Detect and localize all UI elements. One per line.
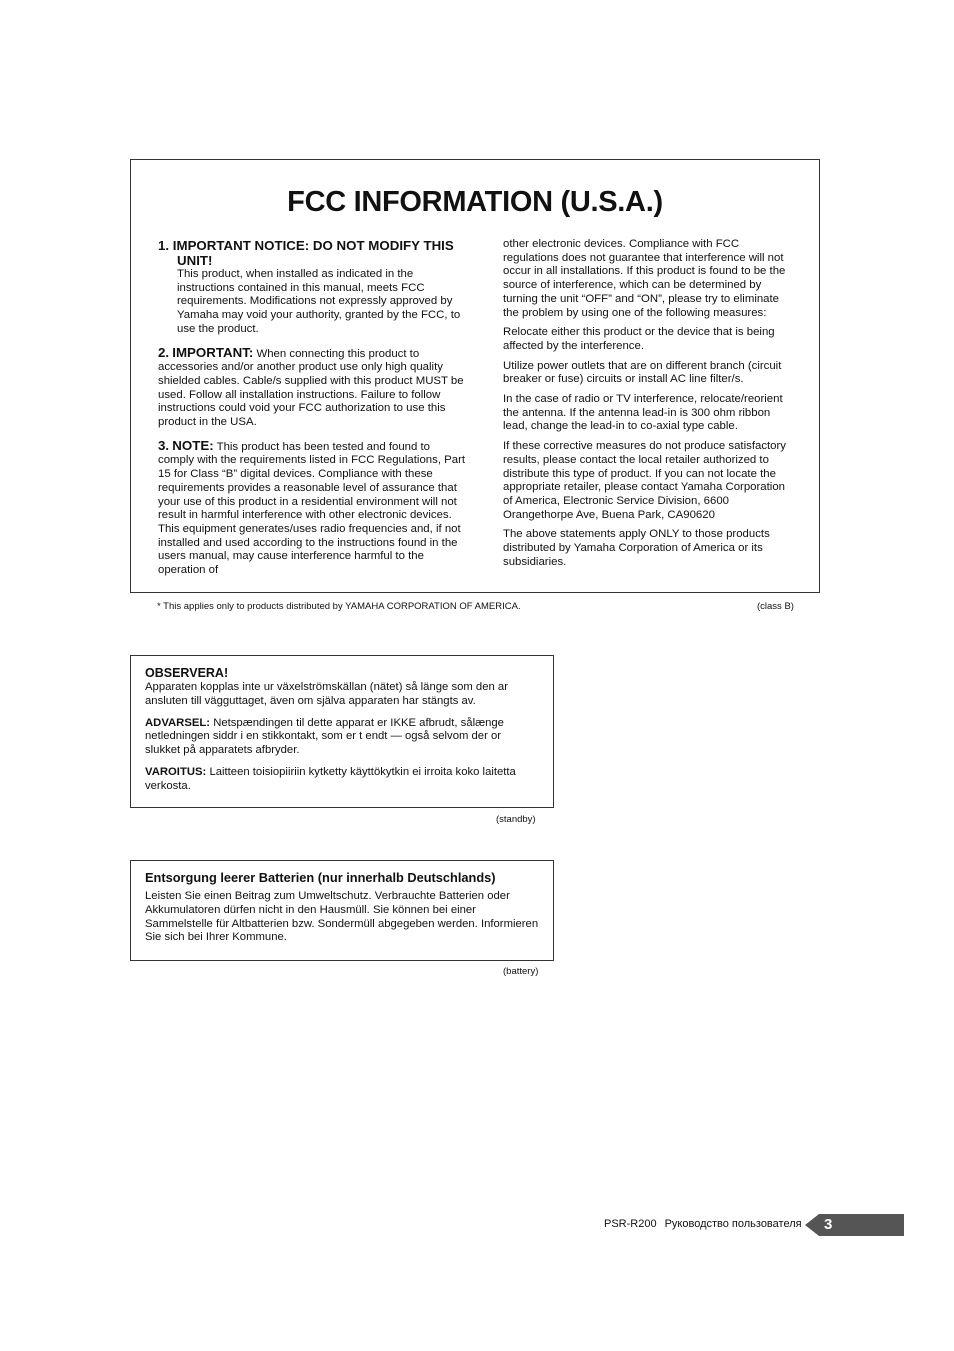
fcc-item-1-heading: 1. IMPORTANT NOTICE: DO NOT MODIFY THIS UNIT!	[158, 238, 454, 268]
fcc-right-column	[503, 238, 797, 575]
observera-heading: OBSERVERA!	[145, 666, 229, 680]
fcc-paragraph: If these corrective measures do not produce satisfactory results, please contact the local retailer authorized to distribute this type of product. If you can not locate the appropriate retailer, please contact Yamaha Corporation of America, Electronic Service Division, 6600 Orangethorpe Ave, Buena Park, CA90620	[503, 440, 787, 521]
battery-text: Leisten Sie einen Beitrag zum Umweltschutz. Verbrauchte Batterien oder Akkumulatoren dürfen nicht in den Hausmüll. Sie können bei einer Sammelstelle für Altbatterien bzw. Sondermüll abgegeben werden. Informieren Sie sich bei Ihrer Kommune.	[145, 890, 539, 944]
fcc-footnote: * This applies only to products distributed by YAMAHA CORPORATION OF AMERICA.	[157, 601, 521, 612]
fcc-information-box	[130, 159, 820, 593]
fcc-item-1-body: This product, when installed as indicated in the instructions contained in this manual, meets FCC requirements. Modifications not expressly approved by Yamaha may void your authority, granted by the FCC, to use the product.	[177, 268, 461, 335]
advarsel-label: ADVARSEL:	[145, 716, 211, 729]
fcc-paragraph: other electronic devices. Compliance with FCC regulations does not guarantee that interference will not occur in all installations. If this product is found to be the source of interference, which can be determined by turning the unit “OFF” and “ON”, please try to eliminate the problem by using one of the following measures:	[503, 238, 786, 319]
fcc-item-2	[158, 345, 468, 430]
fcc-item-2-number: 2.	[158, 344, 170, 360]
class-b-note: (class B)	[757, 601, 794, 612]
fcc-item-1	[158, 238, 468, 337]
fcc-paragraph: The above statements apply ONLY to those products distributed by Yamaha Corporation of America or its subsidiaries.	[503, 528, 770, 568]
fcc-title: FCC INFORMATION (U.S.A.)	[287, 186, 663, 218]
fcc-item-3-number: 3.	[158, 437, 170, 453]
fcc-paragraph: Utilize power outlets that are on different branch (circuit breaker or fuse) circuits or install AC line filter/s.	[503, 359, 782, 386]
footer-model: PSR-R200	[604, 1218, 657, 1230]
advarsel-paragraph	[145, 717, 539, 758]
page-number-tab	[805, 1214, 904, 1236]
fcc-item-2-heading: IMPORTANT:	[172, 344, 254, 360]
fcc-left-column	[158, 238, 468, 586]
fcc-item-2-body: When connecting this product to accessories and/or another product use only high quality shielded cables. Cable/s supplied with this product MUST be used. Follow all installation instructions. Failure to follow instructions could void your FCC authorization to use this product in the USA.	[158, 347, 464, 429]
fcc-item-3-body: This product has been tested and found to comply with the requirements listed in FCC Regulations, Part 15 for Class “B” digital devices. Compliance with these requirements provides a reasonable level of assurance that your use of this product in a residential environment will not result in harmful interference with other electronic devices. This equipment generates/uses radio frequencies and, if not installed and used according to the instructions found in the users manual, may cause interference harmful to the operation of	[158, 440, 466, 577]
observera-box	[130, 655, 554, 808]
advarsel-text: Netspændingen til dette apparat er IKKE afbrudt, sålænge netledningen siddr i en stikkontakt, som er t endt — også selvom der or slukket på apparatets afbryder.	[145, 716, 504, 757]
battery-heading: Entsorgung leerer Batterien (nur innerhalb Deutschlands)	[145, 870, 496, 885]
observera-swedish-text: Apparaten kopplas inte ur växelströmskällan (nätet) så länge som den ar ansluten till vägguttaget, även om själva apparaten har stängts av.	[145, 681, 508, 707]
footer-manual-title: Руководство пользователя	[664, 1218, 802, 1230]
fcc-item-3-heading: NOTE:	[172, 437, 214, 453]
page-number: 3	[824, 1216, 833, 1233]
battery-note: (battery)	[503, 966, 539, 977]
fcc-paragraph: In the case of radio or TV interference, relocate/reorient the antenna. If the antenna lead-in is 300 ohm ribbon lead, change the lead-in to co-axial type cable.	[503, 393, 783, 433]
page-footer	[604, 1218, 810, 1230]
fcc-item-3	[158, 438, 468, 578]
varoitus-paragraph	[145, 766, 539, 794]
fcc-paragraph: Relocate either this product or the device that is being affected by the interference.	[503, 326, 775, 352]
battery-box	[130, 860, 554, 961]
varoitus-text: Laitteen toisiopiiriin kytketty käyttökytkin ei irroita koko laitetta verkosta.	[145, 765, 516, 792]
standby-note: (standby)	[496, 814, 536, 825]
varoitus-label: VAROITUS:	[145, 765, 207, 778]
